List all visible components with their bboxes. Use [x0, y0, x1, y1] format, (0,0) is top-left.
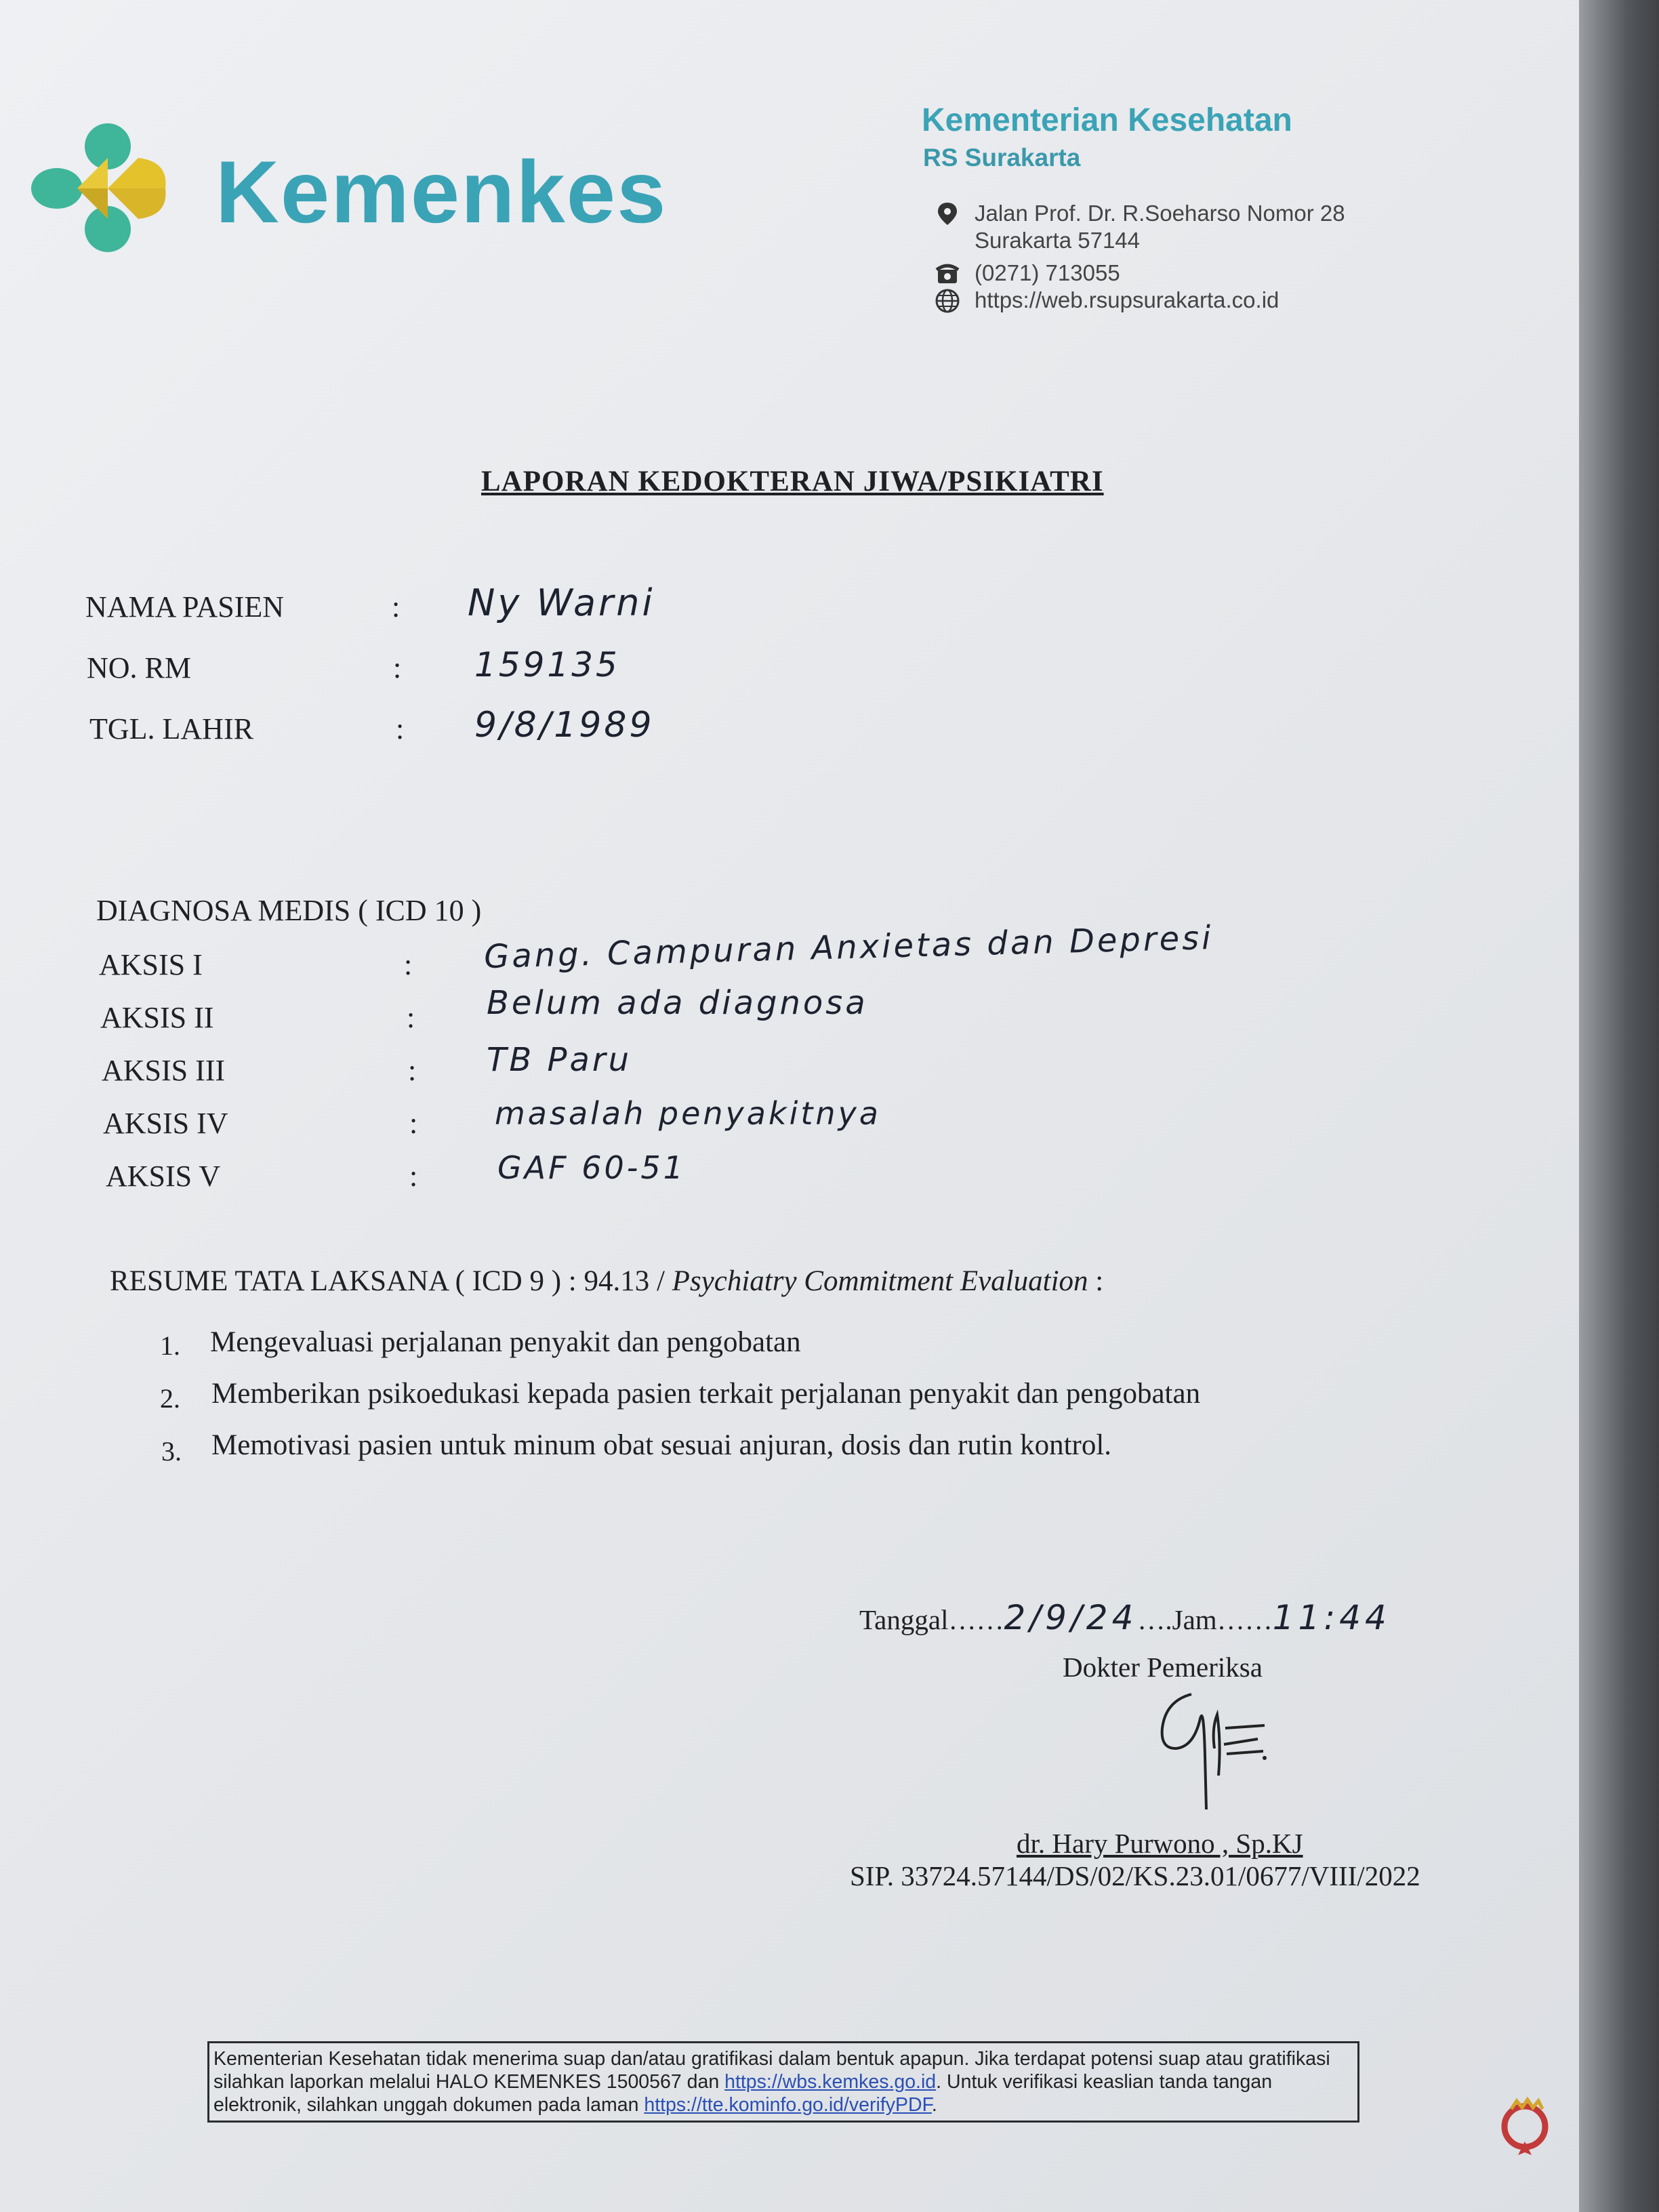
colon: : [404, 948, 413, 981]
axis-4-value: masalah penyakitnya [495, 1095, 881, 1132]
axis-4-label: AKSIS IV [103, 1107, 228, 1140]
address-block [934, 201, 1345, 253]
colon: : [409, 1160, 418, 1193]
colon: : [409, 1107, 418, 1140]
colon: : [408, 1054, 417, 1087]
dob-label: TGL. LAHIR [89, 712, 253, 745]
patient-name-label: NAMA PASIEN [85, 590, 285, 623]
resume-heading-text: RESUME TATA LAKSANA ( ICD 9 ) : 94.13 / [110, 1265, 665, 1297]
address-line-1: Jalan Prof. Dr. R.Soeharso Nomor 28 [975, 201, 1345, 226]
patient-name-value: Ny Warni [468, 581, 655, 624]
axis-3-label: AKSIS III [102, 1054, 226, 1087]
diagnosis-heading: DIAGNOSA MEDIS ( ICD 10 ) [96, 894, 482, 927]
address-line-2: Surakarta 57144 [975, 228, 1141, 253]
resume-heading-end: : [1095, 1265, 1104, 1297]
wbs-link[interactable]: https://wbs.kemkes.go.id [724, 2071, 937, 2093]
footer-text-2: . Untuk verifikasi keaslian tanda tangan elektronik, silahkan unggah dokumen pada laman [213, 2071, 1273, 2116]
resume-heading-italic: Psychiatry Commitment Evaluation [672, 1265, 1088, 1297]
rm-label: NO. RM [87, 651, 192, 684]
list-item-number: 1. [160, 1330, 180, 1361]
time-value: 11:44 [1272, 1598, 1391, 1637]
institution-name: Kementerian Kesehatan [922, 102, 1292, 138]
report-title: LAPORAN KEDOKTERAN JIWA/PSIKIATRI [481, 466, 1104, 497]
colon: : [407, 1001, 415, 1034]
axis-5-label: AKSIS V [106, 1160, 221, 1193]
phone-icon [934, 260, 961, 287]
axis-5-value: GAF 60-51 [497, 1149, 686, 1186]
dob-value: 9/8/1989 [474, 705, 655, 745]
resume-heading [110, 1265, 1103, 1298]
sip-number: SIP. 33724.57144/DS/02/KS.23.01/0677/VIII/2022 [850, 1860, 1420, 1891]
website-url[interactable]: https://web.rsupsurakarta.co.id [975, 287, 1279, 312]
axis-1-label: AKSIS I [99, 948, 203, 981]
list-item: Mengevaluasi perjalanan penyakit dan pengobatan [210, 1326, 801, 1358]
verify-pdf-link[interactable]: https://tte.kominfo.go.id/verifyPDF [644, 2094, 932, 2116]
examiner-label: Dokter Pemeriksa [1063, 1652, 1263, 1683]
website-row [934, 287, 1279, 314]
colon: : [396, 712, 405, 745]
list-item-number: 3. [161, 1436, 182, 1467]
phone-row [934, 260, 1120, 287]
axis-1-value: Gang. Campuran Anxietas dan Depresi [483, 918, 1214, 977]
footer-notice [207, 2041, 1359, 2123]
date-label: Tanggal [859, 1604, 949, 1635]
rm-value: 159135 [474, 645, 620, 684]
list-item-number: 2. [160, 1383, 180, 1414]
colon: : [392, 590, 401, 623]
location-pin-icon [934, 201, 961, 228]
colon: : [393, 651, 402, 684]
doctor-name: dr. Hary Purwono , Sp.KJ [1017, 1828, 1303, 1859]
hospital-unit: RS Surakarta [923, 144, 1081, 171]
globe-icon [934, 287, 961, 314]
date-value: 2/9/24 [1004, 1598, 1138, 1637]
date-time-row: Tanggal……2/9/24….Jam……11:44 [859, 1598, 1391, 1637]
phone-number: (0271) 713055 [975, 260, 1120, 285]
axis-2-value: Belum ada diagnosa [487, 984, 868, 1022]
axis-2-label: AKSIS II [100, 1001, 214, 1034]
table-background [1579, 0, 1659, 2212]
kemenkes-logo-icon [30, 121, 186, 256]
time-label: Jam [1172, 1604, 1217, 1635]
footer-text-1: Kementerian Kesehatan tidak menerima suap dan/atau gratifikasi dalam bentuk apapun. Jika terdapat potensi suap atau gratifikasi silahkan laporkan melalui HALO KEMENKES 1500567 dan [213, 2048, 1330, 2093]
list-item: Memotivasi pasien untuk minum obat sesuai anjuran, dosis dan rutin kontrol. [211, 1429, 1112, 1461]
axis-3-value: TB Paru [487, 1041, 632, 1079]
list-item: Memberikan psikoedukasi kepada pasien terkait perjalanan penyakit dan pengobatan [211, 1378, 1201, 1410]
footer-text-3: . [931, 2094, 937, 2116]
doctor-signature [1139, 1674, 1274, 1823]
accreditation-badge-icon [1484, 2087, 1565, 2169]
logo-wordmark: Kemenkes [216, 142, 668, 241]
